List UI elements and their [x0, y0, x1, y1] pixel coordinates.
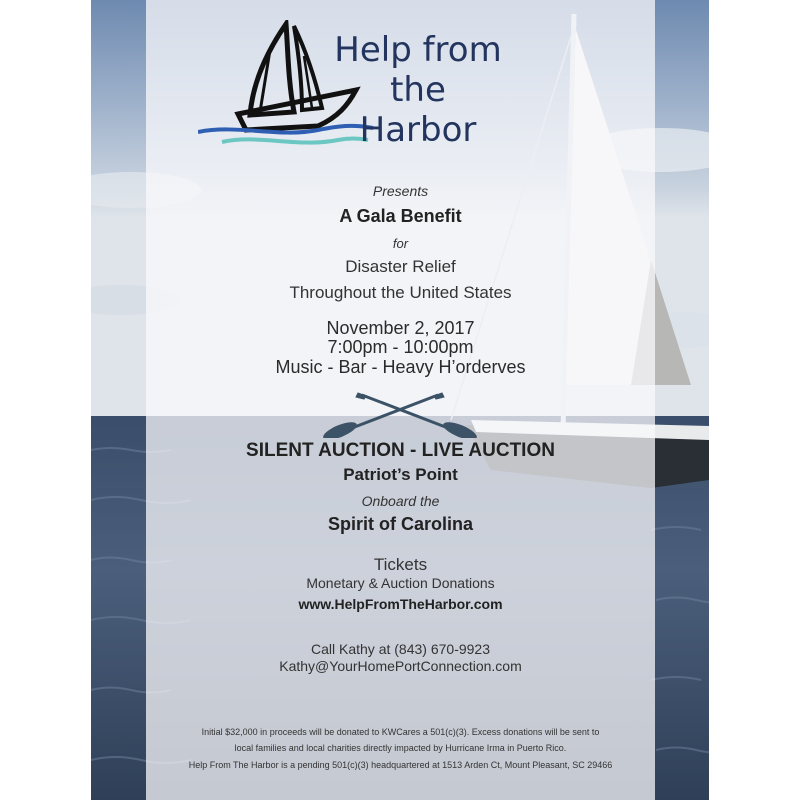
- fine-print-line-3: Help From The Harbor is a pending 501(c)(3) headquartered at 1513 Arden Ct, Mount Pleasant, SC 29466: [188, 760, 613, 770]
- presents-text: Presents: [372, 183, 429, 199]
- fine-print-line-2: local families and local charities directly impacted by Hurricane Irma in Puerto Rico.: [234, 743, 567, 753]
- crossed-oars-icon: [322, 388, 478, 438]
- onboard-text: Onboard the: [361, 493, 440, 509]
- for-text: for: [392, 236, 409, 251]
- auction-location: Patriot’s Point: [343, 465, 458, 484]
- cause-line-1: Disaster Relief: [345, 257, 456, 276]
- event-date: November 2, 2017: [326, 318, 475, 338]
- logo-line-3: Harbor: [359, 110, 477, 150]
- website-link[interactable]: www.HelpFromTheHarbor.com: [298, 596, 503, 612]
- logo-line-2: the: [390, 70, 446, 110]
- event-amenities: Music - Bar - Heavy H’orderves: [275, 357, 526, 377]
- donations-text: Monetary & Auction Donations: [306, 575, 495, 591]
- logo-line-1: Help from: [334, 30, 502, 70]
- event-title: A Gala Benefit: [339, 206, 462, 226]
- fine-print-line-1: Initial $32,000 in proceeds will be donated to KWCares a 501(c)(3). Excess donations will be sent to: [201, 727, 600, 737]
- event-time: 7:00pm - 10:00pm: [327, 337, 474, 357]
- auction-headline: SILENT AUCTION - LIVE AUCTION: [246, 440, 555, 461]
- contact-email[interactable]: Kathy@YourHomePortConnection.com: [279, 658, 522, 674]
- vessel-name: Spirit of Carolina: [327, 514, 473, 534]
- tickets-heading: Tickets: [373, 555, 428, 574]
- cause-line-2: Throughout the United States: [289, 283, 512, 302]
- contact-phone[interactable]: Call Kathy at (843) 670-9923: [311, 641, 490, 657]
